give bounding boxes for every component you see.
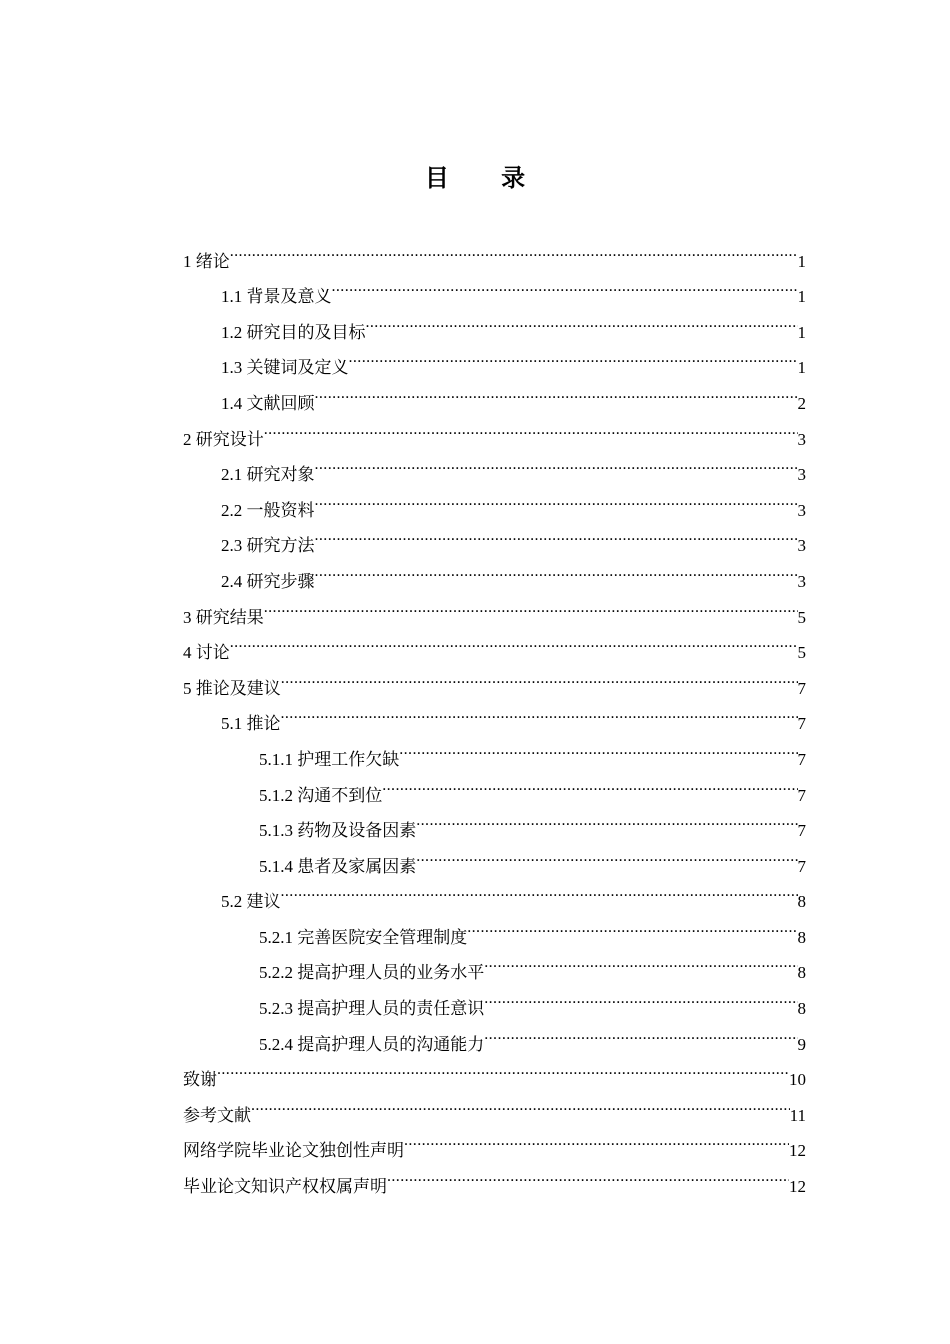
toc-entry-4[interactable] (0, 623, 806, 663)
toc-entry-label: 致谢 (183, 1070, 217, 1090)
toc-entry-label: 5.1.4 患者及家属因素 (259, 856, 417, 876)
toc-entry-label: 5.1.1 护理工作欠缺 (259, 749, 400, 769)
toc-entry-label: 3 研究结果 (183, 607, 264, 627)
toc-dot-leader (230, 623, 798, 659)
toc-entry-3[interactable] (0, 587, 806, 627)
toc-page-number: 3 (797, 536, 806, 556)
toc-dot-leader (416, 836, 797, 872)
toc-page-number: 8 (797, 927, 806, 947)
toc-dot-leader (281, 658, 798, 694)
toc-title: 目 录 (424, 163, 548, 192)
toc-page-number: 7 (797, 678, 806, 698)
toc-dot-leader (315, 373, 798, 409)
toc-entry-originality-statement[interactable] (0, 1121, 806, 1161)
toc-entry-2-3[interactable] (0, 516, 806, 556)
toc-dot-leader (404, 1121, 789, 1157)
toc-entry-5-2[interactable] (0, 872, 806, 912)
toc-entry-label: 5.1.3 药物及设备因素 (259, 821, 417, 841)
toc-dot-leader (230, 231, 798, 267)
toc-entry-acknowledgements[interactable] (0, 1050, 806, 1090)
toc-dot-leader (315, 480, 798, 516)
toc-entry-5-1[interactable] (0, 694, 806, 734)
toc-page-number: 3 (797, 500, 806, 520)
toc-dot-leader (399, 729, 797, 765)
toc-page-number: 1 (797, 358, 806, 378)
toc-page-number: 8 (797, 892, 806, 912)
toc-entry-5-1-3[interactable] (0, 801, 806, 841)
toc-dot-leader (281, 872, 798, 908)
toc-dot-leader (281, 694, 798, 730)
toc-page-number: 7 (797, 749, 806, 769)
toc-page-number: 12 (789, 1141, 806, 1161)
toc-entry-2-2[interactable] (0, 480, 806, 520)
toc-entry-label: 5.2.1 完善医院安全管理制度 (259, 927, 468, 947)
toc-entry-label: 4 讨论 (183, 643, 230, 663)
toc-entry-label: 5.2.3 提高护理人员的责任意识 (259, 999, 485, 1019)
toc-entry-label: 5.2.2 提高护理人员的业务水平 (259, 963, 485, 983)
toc-dot-leader (315, 445, 798, 481)
toc-entry-label: 5.1.2 沟通不到位 (259, 785, 383, 805)
toc-entry-label: 毕业论文知识产权权属声明 (183, 1177, 387, 1197)
toc-dot-leader (264, 409, 798, 445)
toc-page-number: 12 (789, 1177, 806, 1197)
toc-page-number: 2 (797, 393, 806, 413)
toc-dot-leader (315, 516, 798, 552)
toc-page-number: 1 (797, 251, 806, 271)
toc-entry-label: 5 推论及建议 (183, 678, 281, 698)
toc-page-number: 5 (797, 607, 806, 627)
toc-entry-label: 1.1 背景及意义 (221, 287, 332, 307)
toc-entry-label: 1 绪论 (183, 251, 230, 271)
toc-entry-5-1-1[interactable] (0, 729, 806, 769)
toc-entry-label: 1.2 研究目的及目标 (221, 322, 366, 342)
toc-dot-leader (467, 907, 797, 943)
toc-page-number: 3 (797, 465, 806, 485)
toc-page-number: 1 (797, 287, 806, 307)
toc-entry-label: 2 研究设计 (183, 429, 264, 449)
toc-entry-label: 2.3 研究方法 (221, 536, 315, 556)
toc-page-number: 7 (797, 714, 806, 734)
toc-page-number: 3 (797, 429, 806, 449)
toc-entry-5[interactable] (0, 658, 806, 698)
toc-entry-label: 5.2.4 提高护理人员的沟通能力 (259, 1034, 485, 1054)
toc-dot-leader (382, 765, 797, 801)
toc-page-number: 7 (797, 821, 806, 841)
toc-page-number: 7 (797, 856, 806, 876)
toc-page-number: 1 (797, 322, 806, 342)
toc-entry-5-2-1[interactable] (0, 907, 806, 947)
toc-page-number: 8 (797, 999, 806, 1019)
toc-dot-leader (349, 338, 798, 374)
toc-dot-leader (264, 587, 798, 623)
toc-dot-leader (366, 302, 798, 338)
toc-dot-leader (217, 1050, 789, 1086)
toc-page-number: 10 (789, 1070, 806, 1090)
toc-dot-leader (251, 1085, 790, 1121)
toc-entry-label: 2.1 研究对象 (221, 465, 315, 485)
toc-dot-leader (484, 943, 797, 979)
toc-page-number: 8 (797, 963, 806, 983)
toc-page-number: 3 (797, 571, 806, 591)
toc-entry-2-1[interactable] (0, 445, 806, 485)
toc-entry-label: 1.4 文献回顾 (221, 393, 315, 413)
toc-dot-leader (416, 801, 797, 837)
toc-dot-leader (484, 1014, 797, 1050)
toc-page-number: 7 (797, 785, 806, 805)
toc-page-number: 9 (797, 1034, 806, 1054)
toc-entry-1[interactable] (0, 231, 806, 271)
toc-dot-leader (332, 267, 798, 303)
toc-entry-label: 参考文献 (183, 1105, 251, 1125)
toc-page-number: 5 (797, 643, 806, 663)
toc-entry-label: 网络学院毕业论文独创性声明 (183, 1141, 404, 1161)
toc-page-number: 11 (789, 1105, 806, 1125)
toc-entry-label: 1.3 关键词及定义 (221, 358, 349, 378)
toc-entry-ip-statement[interactable] (0, 1156, 806, 1197)
toc-entry-1-1[interactable] (0, 267, 806, 307)
toc-dot-leader (484, 978, 797, 1014)
table-of-contents (0, 231, 950, 1197)
toc-entry-references[interactable] (0, 1085, 806, 1125)
toc-dot-leader (387, 1156, 789, 1192)
toc-entry-5-1-2[interactable] (0, 765, 806, 805)
toc-entry-label: 2.4 研究步骤 (221, 571, 315, 591)
toc-entry-label: 5.2 建议 (221, 892, 281, 912)
toc-entry-1-3[interactable] (0, 338, 806, 378)
toc-dot-leader (315, 551, 798, 587)
toc-entry-2[interactable] (0, 409, 806, 449)
toc-entry-2-4[interactable] (0, 551, 806, 591)
toc-entry-1-2[interactable] (0, 302, 806, 342)
toc-entry-label: 2.2 一般资料 (221, 500, 315, 520)
toc-entry-label: 5.1 推论 (221, 714, 281, 734)
toc-entry-1-4[interactable] (0, 373, 806, 413)
